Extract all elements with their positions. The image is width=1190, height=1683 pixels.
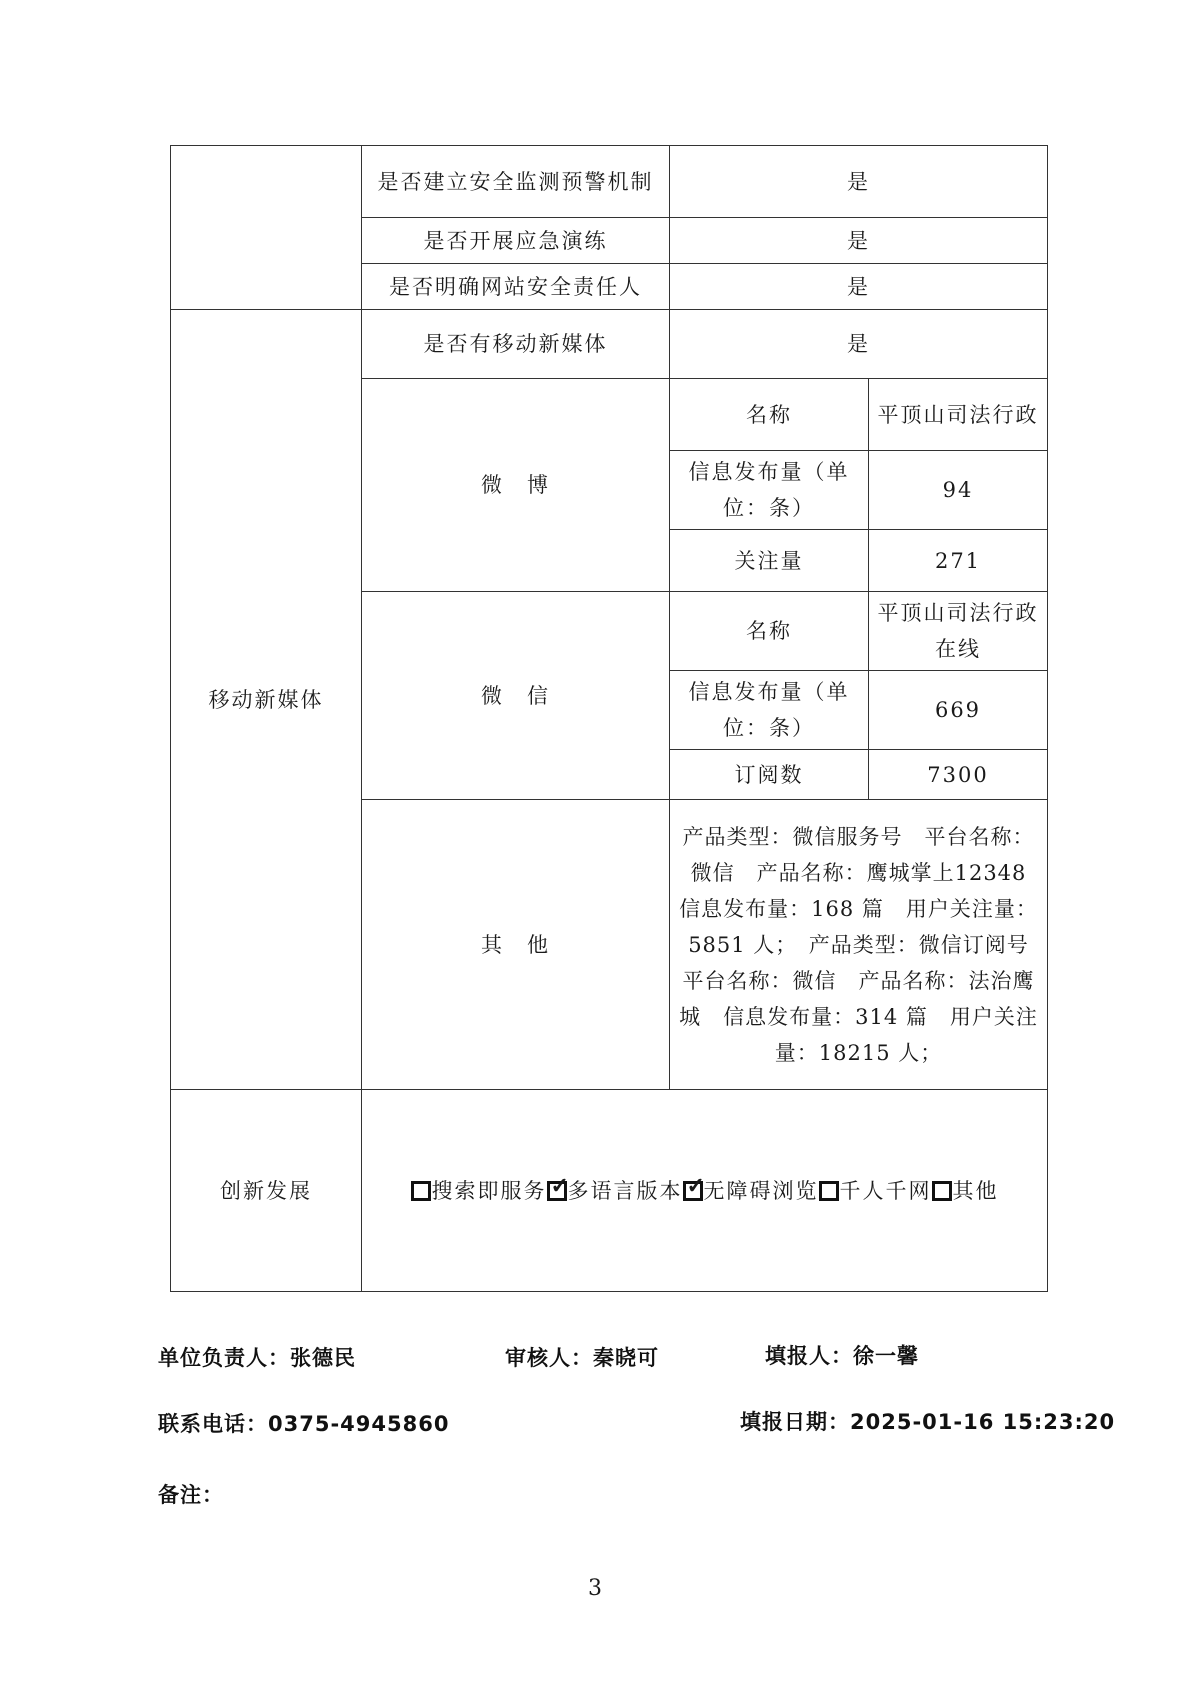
- page-number: 3: [588, 1576, 602, 1601]
- weibo-label: 微 博: [362, 379, 670, 592]
- remark: 备注：: [158, 1483, 224, 1507]
- checkbox-unchecked-icon[interactable]: [932, 1181, 952, 1201]
- contact-phone: 联系电话：0375-4945860: [158, 1412, 450, 1436]
- filler: 填报人：徐一馨: [765, 1344, 919, 1368]
- unit-head: 单位负责人：张德民: [158, 1346, 356, 1370]
- section-cell-security: [171, 146, 362, 310]
- report-table: [170, 145, 1051, 1292]
- weibo-followers-value: 271: [869, 530, 1048, 592]
- option-other[interactable]: 其他: [932, 1179, 999, 1203]
- row-label-has-media: 是否有移动新媒体: [362, 310, 670, 379]
- wechat-name-value: 平顶山司法行政在线: [869, 592, 1048, 671]
- reviewer: 审核人：秦晓可: [505, 1346, 659, 1370]
- option-accessible-browsing[interactable]: ✓ 无障碍浏览: [683, 1179, 819, 1203]
- row-value-has-media: 是: [670, 310, 1048, 379]
- checkbox-unchecked-icon[interactable]: [819, 1181, 839, 1201]
- wechat-label: 微 信: [362, 592, 670, 800]
- option-multi-language[interactable]: ✓ 多语言版本: [547, 1179, 683, 1203]
- wechat-subs-label: 订阅数: [670, 750, 869, 800]
- wechat-posts-value: 669: [869, 671, 1048, 750]
- section-label-mobile-media: 移动新媒体: [171, 310, 362, 1090]
- row-label-monitoring: 是否建立安全监测预警机制: [362, 146, 670, 218]
- option-personalized-web[interactable]: 千人千网: [819, 1179, 932, 1203]
- innovation-label: 创新发展: [171, 1090, 362, 1292]
- row-value-monitoring: 是: [670, 146, 1048, 218]
- wechat-name-label: 名称: [670, 592, 869, 671]
- checkbox-checked-icon[interactable]: ✓: [683, 1181, 703, 1201]
- checkbox-checked-icon[interactable]: ✓: [547, 1181, 567, 1201]
- row-label-drill: 是否开展应急演练: [362, 218, 670, 264]
- other-media-label: 其 他: [362, 800, 670, 1090]
- weibo-name-label: 名称: [670, 379, 869, 451]
- weibo-posts-label: 信息发布量（单位：条）: [670, 451, 869, 530]
- fill-date: 填报日期：2025-01-16 15:23:20: [740, 1410, 1116, 1434]
- checkbox-unchecked-icon[interactable]: [411, 1181, 431, 1201]
- row-value-responsible: 是: [670, 264, 1048, 310]
- weibo-posts-value: 94: [869, 451, 1048, 530]
- weibo-followers-label: 关注量: [670, 530, 869, 592]
- innovation-options: [362, 1090, 1048, 1292]
- weibo-name-value: 平顶山司法行政: [869, 379, 1048, 451]
- wechat-posts-label: 信息发布量（单位：条）: [670, 671, 869, 750]
- row-value-drill: 是: [670, 218, 1048, 264]
- other-media-text: 产品类型：微信服务号 平台名称：微信 产品名称：鹰城掌上12348 信息发布量：168 篇 用户关注量：5851 人； 产品类型：微信订阅号 平台名称：微信 产品名称：法治鹰城 信息发布量：314 篇 用户关注量：18215 人；: [670, 800, 1048, 1090]
- option-search-as-service[interactable]: 搜索即服务: [411, 1179, 547, 1203]
- wechat-subs-value: 7300: [869, 750, 1048, 800]
- row-label-responsible: 是否明确网站安全责任人: [362, 264, 670, 310]
